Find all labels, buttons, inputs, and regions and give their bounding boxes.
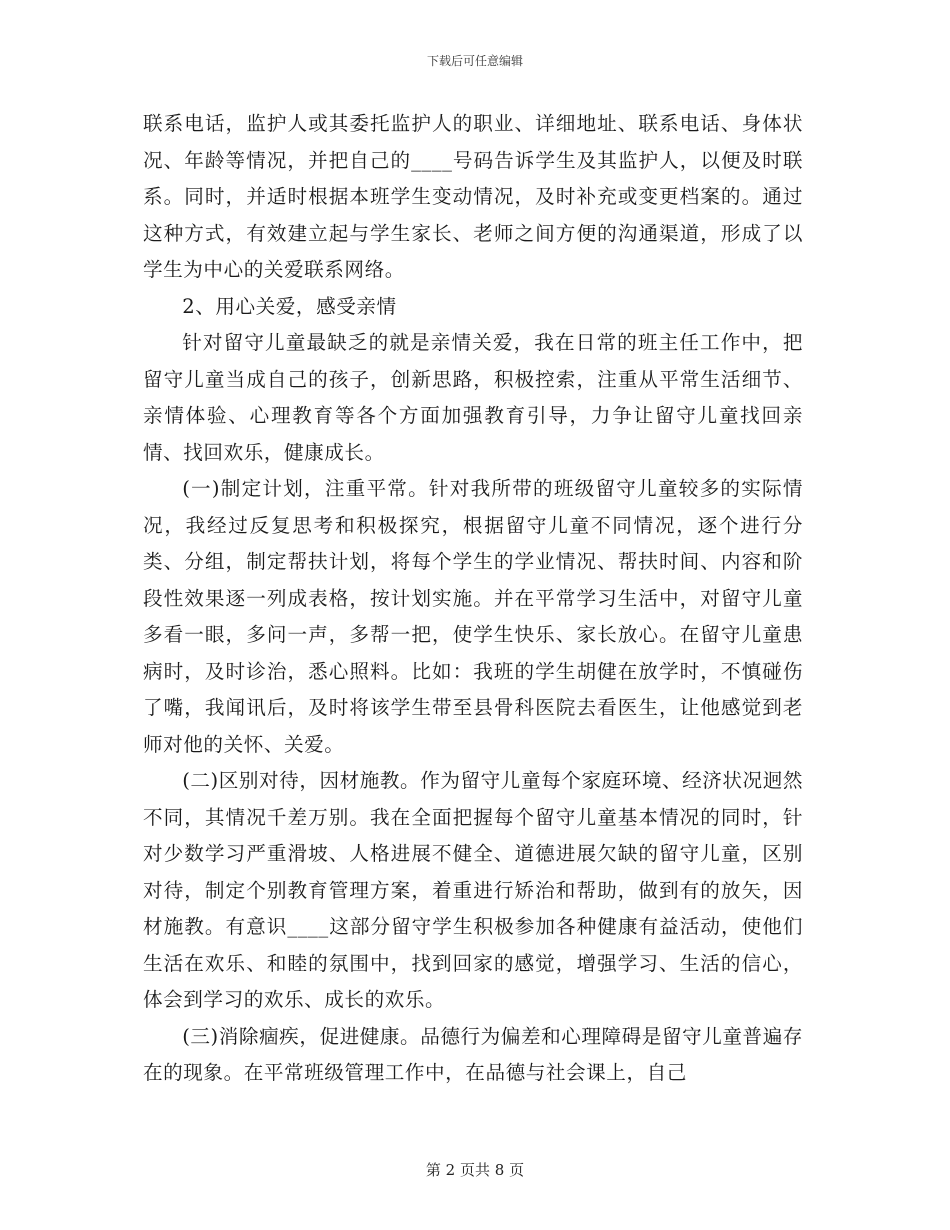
paragraph-differentiated-teaching: (二)区别对待，因材施教。作为留守儿童每个家庭环境、经济状况迥然不同，其情况千差万别。我在全面把握每个留守儿童基本情况的同时，针对少数学习严重滑坡、人格进展不健全、道德进展欠缺的留守儿童，区别对待，制定个别教育管理方案，着重进行矫治和帮助，做到有的放矢，因材施教。有意识____这部分留守学生积极参加各种健康有益活动，使他们生活在欢乐、和睦的氛围中，找到回家的感觉，增强学习、生活的信心，体会到学习的欢乐、成长的欢乐。 <box>143 769 803 1011</box>
page-header: 下载后可任意编辑 <box>426 54 523 68</box>
paragraph-eliminate-problems: (三)消除痼疾，促进健康。品德行为偏差和心理障碍是留守儿童普遍存在的现象。在平常班级管理工作中，在品德与社会课上，自己 <box>143 1024 803 1084</box>
document-body <box>143 106 803 1092</box>
paragraph-plan: (一)制定计划，注重平常。针对我所带的班级留守儿童较多的实际情况，我经过反复思考和积极探究，根据留守儿童不同情况，逐个进行分类、分组，制定帮扶计划，将每个学生的学业情况、帮扶时间、内容和阶段性效果逐一列成表格，按计划实施。并在平常学习生活中，对留守儿童多看一眼，多问一声，多帮一把，使学生快乐、家长放心。在留守儿童患病时，及时诊治，悉心照料。比如：我班的学生胡健在放学时，不慎碰伤了嘴，我闻讯后，及时将该学生带至县骨科医院去看医生，让他感觉到老师对他的关怀、关爱。 <box>143 477 803 756</box>
page-number: 第 2 页共 8 页 <box>425 1161 525 1179</box>
paragraph-contact-info: 联系电话，监护人或其委托监护人的职业、详细地址、联系电话、身体状况、年龄等情况，并把自己的____号码告诉学生及其监护人，以便及时联系。同时，并适时根据本班学生变动情况，及时补充或变更档案的。通过这种方式，有效建立起与学生家长、老师之间方便的沟通渠道，形成了以学生为中心的关爱联系网络。 <box>143 112 803 281</box>
paragraph-family-care: 针对留守儿童最缺乏的就是亲情关爱，我在日常的班主任工作中，把留守儿童当成自己的孩子，创新思路，积极控索，注重从平常生活细节、亲情体验、心理教育等各个方面加强教育引导，力争让留守儿童找回亲情、找回欢乐，健康成长。 <box>143 331 803 464</box>
section-heading-care: 2、用心关爱，感受亲情 <box>182 294 397 318</box>
